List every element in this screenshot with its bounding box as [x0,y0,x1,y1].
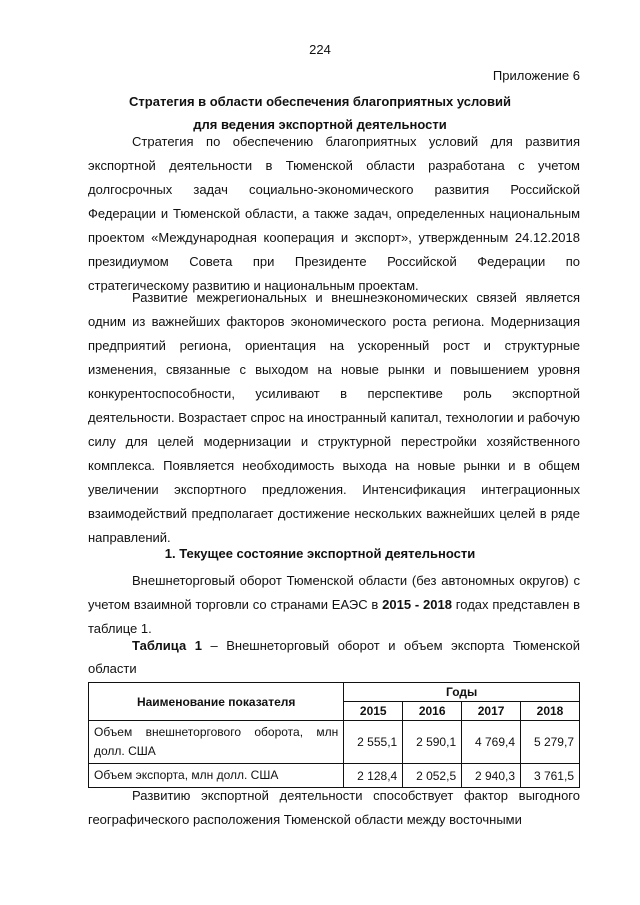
table-header-row [89,683,580,702]
table-caption-label: Таблица 1 [132,638,202,653]
paragraph-3-years: 2015 - 2018 [382,597,452,612]
header-years: Годы [344,683,580,702]
year-2017: 2017 [462,702,521,721]
appendix-label: Приложение 6 [492,68,580,83]
row-value: 2 590,1 [403,721,462,764]
row-value: 2 128,4 [344,764,403,788]
paragraph-3-start: Внешнеторговый оборот Тюменской области (без автономных округов) с учетом взаимной торговли со странами ЕАЭС в [88,573,580,612]
paragraph-3-end: годах представлен в таблице 1. [88,597,580,636]
title-line-1: Стратегия в области обеспечения благоприятных условий [129,94,511,109]
paragraph-2: Развитие межрегиональных и внешнеэкономических связей является одним из важнейших факторов экономического роста региона. Модернизация предприятий региона, ориентация на ускоренный рост и структурные изменения, связанные с выходом на новые рынки и повышением уровня конкурентоспособности, усиливают в перспективе роль экспортной деятельности. Возрастает спрос на иностранный капитал, технологии и рабочую силу для целей модернизации и структурной перестройки хозяйственного комплекса. Появляется необходимость выхода на новые рынки и в общем увеличении экспортного предложения. Интенсификация интеграционных взаимодействий предполагает достижение нескольких важнейших целей в ряде направлений. [88,290,580,545]
year-2015: 2015 [344,702,403,721]
row-value: 5 279,7 [521,721,580,764]
paragraph-4-block [88,784,580,832]
paragraph-4: Развитию экспортной деятельности способствует фактор выгодного географического расположения Тюменской области между восточными [88,788,580,827]
paragraph-3 [88,569,580,641]
paragraph-2-block [88,286,580,550]
table-row [89,721,580,764]
row-value: 2 052,5 [403,764,462,788]
table-caption [88,634,580,680]
row-name: Объем внешнеторгового оборота, млн долл. США [89,721,344,764]
section-title: 1. Текущее состояние экспортной деятельности [164,546,476,561]
header-indicator-name: Наименование показателя [89,683,344,721]
paragraph-3-block [88,569,580,641]
row-value: 2 940,3 [462,764,521,788]
paragraph-1: Стратегия по обеспечению благоприятных условий для развития экспортной деятельности в Тюменской области разработана с учетом долгосрочных задач социально-экономического развития Российской Федерации и Тюменской области, а также задач, определенных национальным проектом «Международная кооперация и экспорт», утвержденным 24.12.2018 президиумом Совета при Президенте Российской Федерации по стратегическому развитию и национальным проектам. [88,134,580,293]
row-value: 2 555,1 [344,721,403,764]
export-table [88,682,580,788]
row-name: Объем экспорта, млн долл. США [89,764,344,788]
paragraph-1-block [88,130,580,298]
table-caption-text: – Внешнеторговый оборот и объем экспорта Тюменской области [88,638,580,676]
row-value: 4 769,4 [462,721,521,764]
year-2018: 2018 [521,702,580,721]
title-line-2: для ведения экспортной деятельности [193,117,447,132]
page-number: 224 [309,42,331,57]
row-value: 3 761,5 [521,764,580,788]
year-2016: 2016 [403,702,462,721]
